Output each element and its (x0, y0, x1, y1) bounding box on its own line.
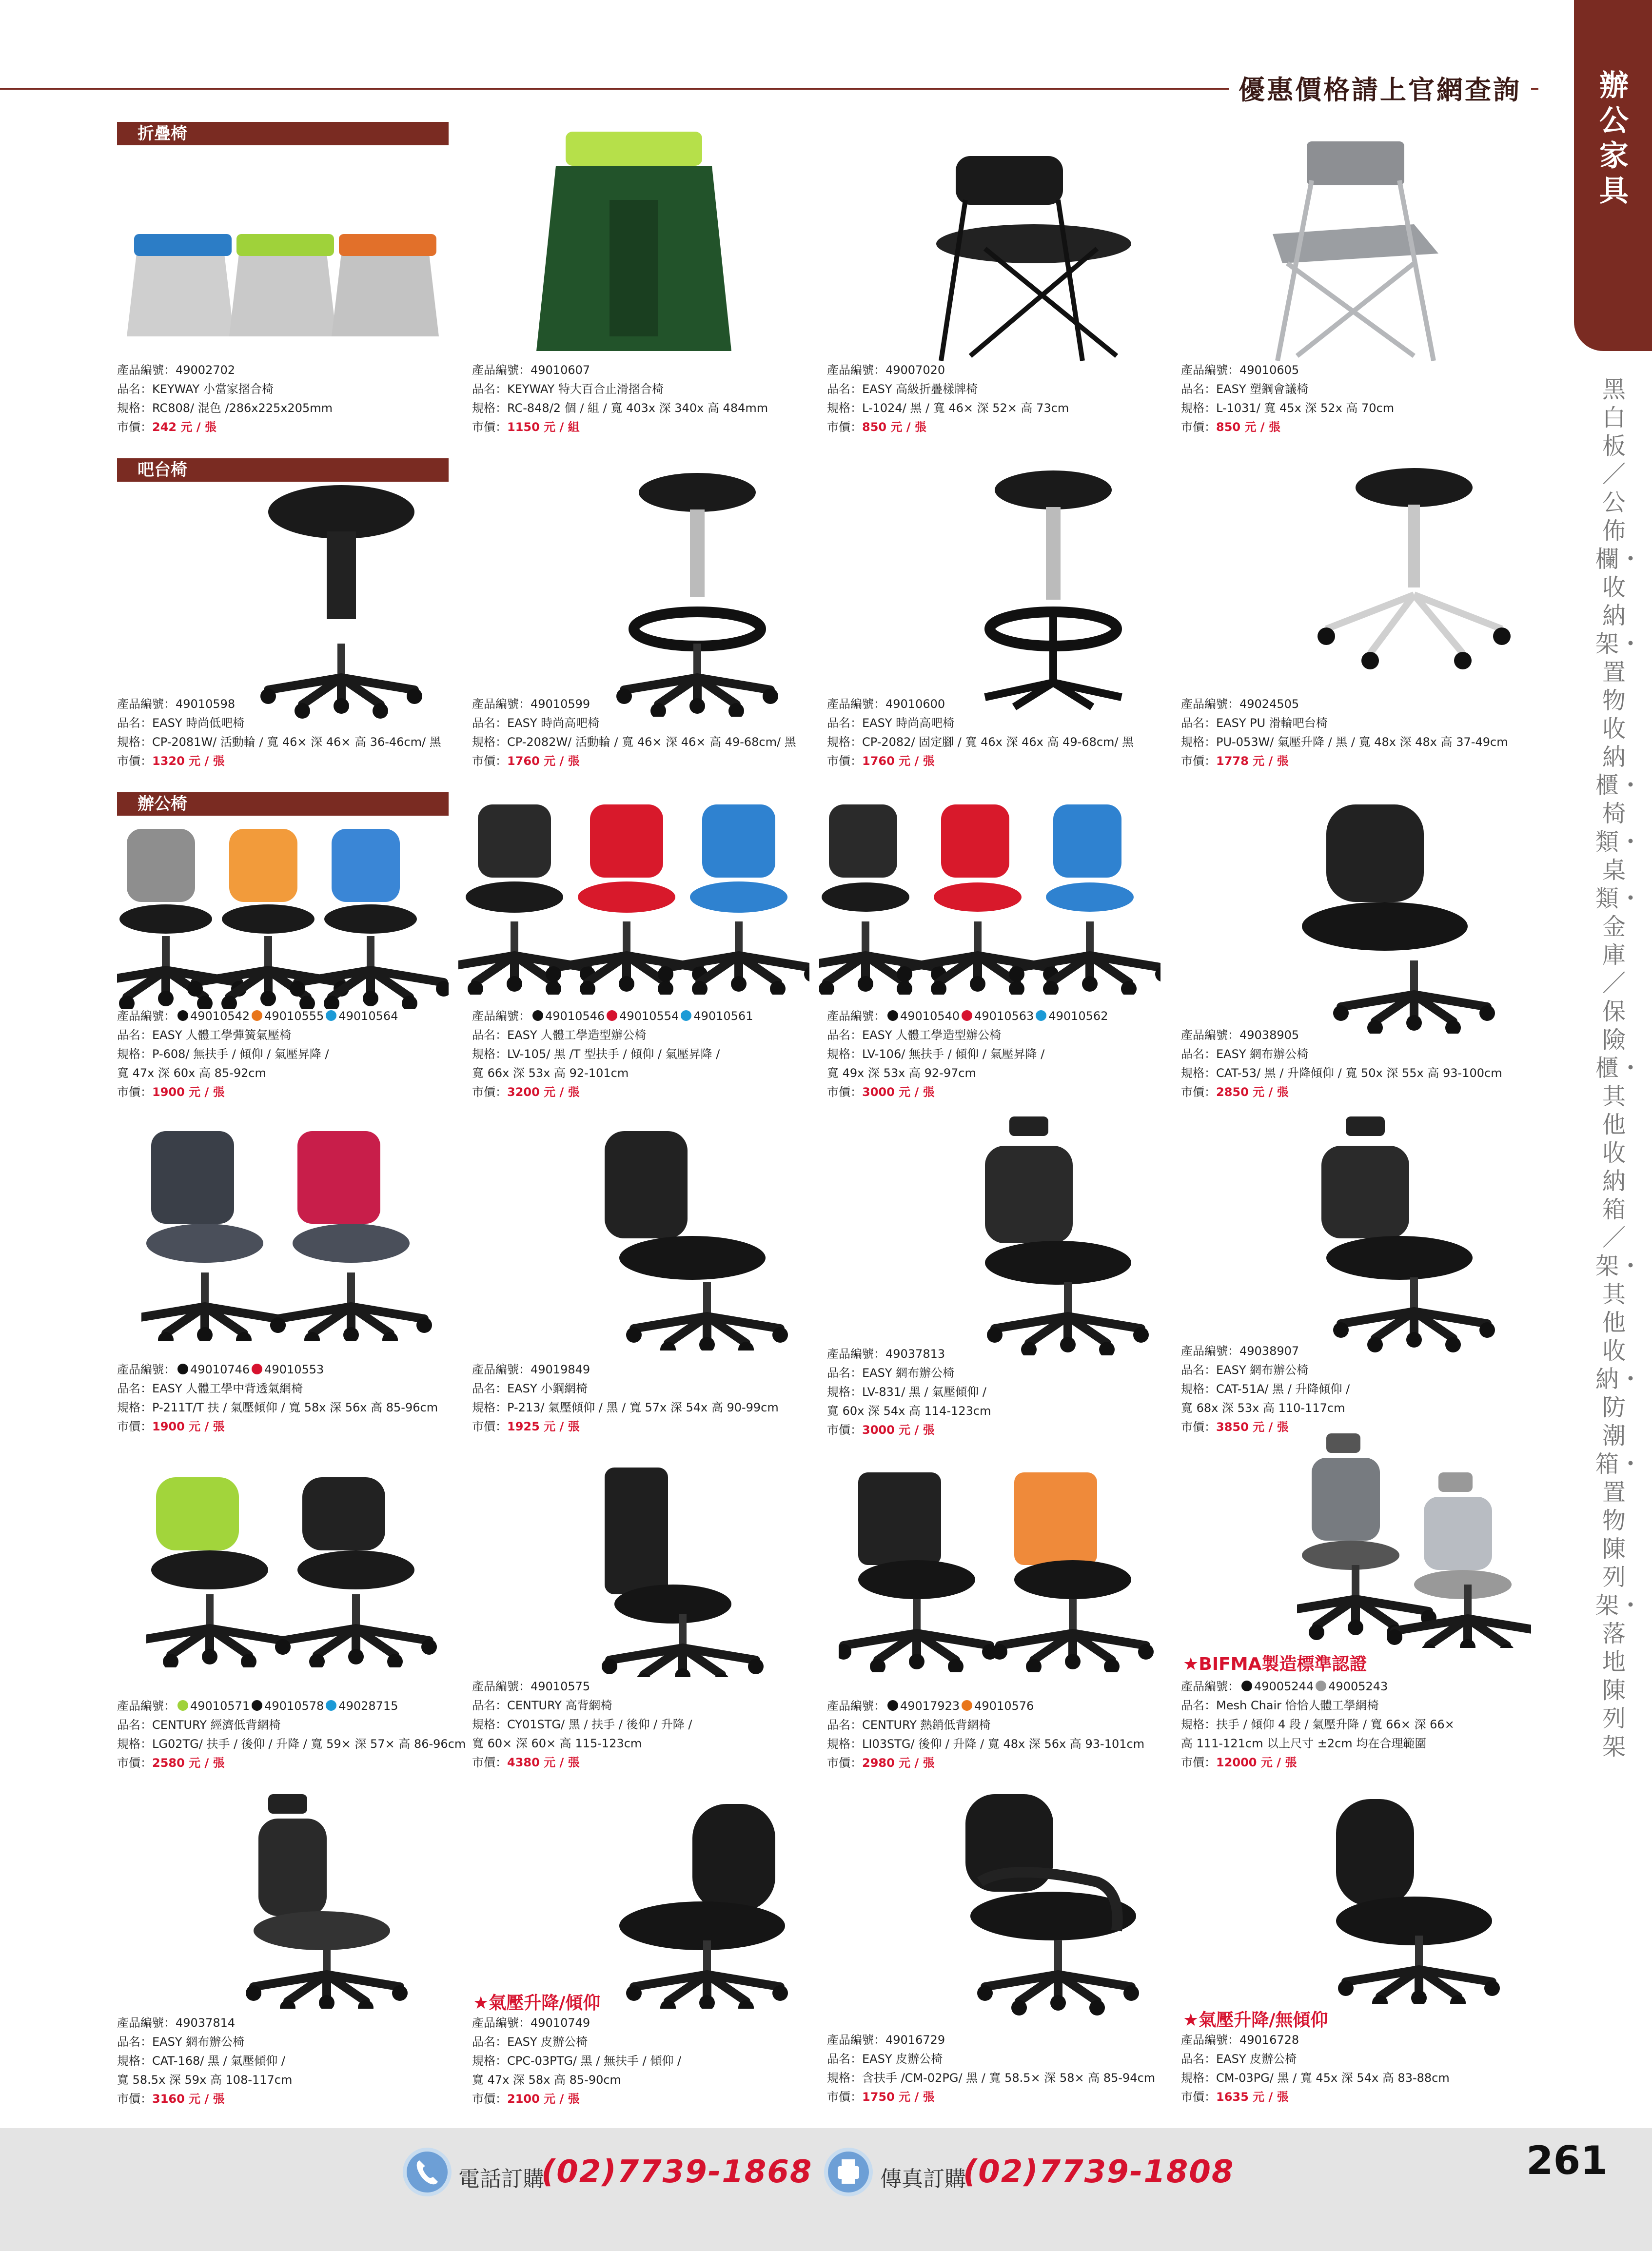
price: 1635 元 / 張 (1216, 2090, 1289, 2104)
product-info-16: 產品編號：49038907 品名：EASY 網布辦公椅 規格：CAT-51A/ 黑 / 升降傾仰 / 寬 68x 深 53x 高 110-117cm 市價：3850 元 / 張 (1181, 1344, 1350, 1434)
price: 3850 元 / 張 (1216, 1420, 1289, 1434)
product-info-17: 產品編號： 49010571 49010578 49028715 品名：CENTURY 經濟低背網椅 規格：LG02TG/ 扶手 / 後仰 / 升降 / 寬 59× 深 57× 高 86-96cm 市價：2580 元 / 張 (117, 1699, 466, 1770)
category-tab-title: 辦公家具 (1599, 69, 1629, 208)
century-low-back-chair-pair-image (839, 1468, 1170, 1672)
ergonomic-chair-trio-image (458, 800, 809, 995)
price: 1925 元 / 張 (507, 1420, 580, 1433)
gas-lift-no-tilt-note: ★氣壓升降/無傾仰 (1183, 2010, 1328, 2030)
product-info-10: 產品編號： 49010546 49010554 49010561 品名：EASY 人體工學造型辦公椅 規格：LV-105/ 黑 /T 型扶手 / 傾仰 / 氣壓昇降 / 寬 66x 深 53x 高 92-101cm 市價：3200 元 / 張 (472, 1009, 753, 1099)
product-info-19: 產品編號： 49017923 49010576 品名：CENTURY 熱銷低背網椅 規格：LI03STG/ 後仰 / 升降 / 寬 48x 深 56x 高 93-101cm 市價：2980 元 / 張 (827, 1699, 1145, 1770)
fax-order-label: 傳真訂購 (880, 2167, 966, 2192)
product-info-9: 產品編號： 49010542 49010555 49010564 品名：EASY 人體工學彈簧氣壓椅 規格：P-608/ 無扶手 / 傾仰 / 氣壓昇降 / 寬 47x 深 60x 高 85-92cm 市價：1900 元 / 張 (117, 1009, 398, 1099)
section-folding: 折疊椅 (117, 122, 449, 145)
price: 2980 元 / 張 (862, 1756, 935, 1770)
product-info-8: 產品編號：49024505 品名：EASY PU 滑輪吧台椅 規格：PU-053W/ 氣壓升降 / 黑 / 寬 48x 深 48x 高 37-49cm 市價：1778 元 / 張 (1181, 697, 1508, 768)
leather-armless-chair-image (1317, 1799, 1521, 2004)
product-info-2: 產品編號：49010607 品名：KEYWAY 特大百合止滑摺合椅 規格：RC-848/2 個 / 組 / 寬 403x 深 340x 高 484mm 市價：1150 元 / 組 (472, 363, 768, 434)
product-info-1: 產品編號：49002702 品名：KEYWAY 小當家摺合椅 規格：RC808/ 混色 /286x225x205mm 市價：242 元 / 張 (117, 363, 333, 434)
price: 1778 元 / 張 (1216, 754, 1289, 768)
high-back-mesh-chair-image (1307, 1116, 1521, 1355)
armless-chair-trio-image (819, 800, 1160, 995)
price: 1900 元 / 張 (152, 1085, 225, 1099)
product-info-6: 產品編號：49010599 品名：EASY 時尚高吧椅 規格：CP-2082W/ 活動輪 / 寬 46× 深 46× 高 49-68cm/ 黑 市價：1760 元 / 張 (472, 697, 796, 768)
product-info-15: 產品編號：49037813 品名：EASY 網布辦公椅 規格：LV-831/ 黑 / 氣壓傾仰 / 寬 60x 深 54x 高 114-123cm 市價：3000 元 / 張 (827, 1347, 991, 1437)
fax-number[interactable]: (02)7739-1808 (963, 2154, 1235, 2190)
folding-stool-image (488, 122, 780, 356)
phone-number[interactable]: (02)7739-1868 (541, 2154, 813, 2190)
mid-back-mesh-chair-pair-image (141, 1126, 444, 1341)
mesh-office-chair-image (1282, 800, 1555, 1034)
price: 850 元 / 張 (862, 420, 926, 434)
price: 242 元 / 張 (152, 420, 216, 434)
price: 850 元 / 張 (1216, 420, 1280, 434)
price: 12000 元 / 張 (1216, 1756, 1297, 1769)
price: 1900 元 / 張 (152, 1420, 225, 1433)
product-info-4: 產品編號：49010605 品名：EASY 塑鋼會議椅 規格：L-1031/ 寬 45x 深 52x 高 70cm 市價：850 元 / 張 (1181, 363, 1395, 434)
price: 4380 元 / 張 (507, 1756, 580, 1769)
product-info-14: 產品編號：49019849 品名：EASY 小鋼網椅 規格：P-213/ 氣壓傾仰 / 黑 / 寬 57x 深 54x 高 90-99cm 市價：1925 元 / 張 (472, 1363, 779, 1433)
price: 1750 元 / 張 (862, 2090, 935, 2104)
price: 3000 元 / 張 (862, 1085, 935, 1099)
price: 2850 元 / 張 (1216, 1085, 1289, 1099)
product-info-24: 產品編號：49016728 品名：EASY 皮辦公椅 規格：CM-03PG/ 黑 / 寬 45x 深 54x 高 83-88cm 市價：1635 元 / 張 (1181, 2033, 1450, 2104)
price: 1760 元 / 張 (507, 754, 580, 768)
leather-armchair-image (951, 1794, 1175, 2018)
price-slogan: 優惠價格請上官網查詢 (1229, 69, 1531, 107)
product-info-23: 產品編號：49016729 品名：EASY 皮辦公椅 規格：含扶手 /CM-02PG/ 黑 / 寬 58.5× 深 58× 高 85-94cm 市價：1750 元 / 張 (827, 2033, 1156, 2104)
product-info-13: 產品編號： 49010746 49010553 品名：EASY 人體工學中背透氣網椅 規格：P-211T/T 扶 / 氣壓傾仰 / 寬 58x 深 56x 高 85-96cm 市價：1900 元 / 張 (117, 1363, 438, 1433)
section-office: 辦公椅 (117, 792, 449, 816)
headrest-mesh-chair-image (970, 1116, 1175, 1355)
product-info-20: 產品編號： 49005244 49005243 品名：Mesh Chair 恰恰人體工學網椅 規格：扶手 / 傾仰 4 段 / 氣壓升降 / 寬 66× 深 66× 高 111-121cm 以上尺寸 ±2cm 均在合理範圍 市價：12000 元 / 張 (1181, 1680, 1455, 1769)
phone-icon (403, 2148, 452, 2196)
steel-mesh-chair-image (585, 1126, 819, 1351)
stool-trio-image (117, 166, 458, 356)
category-list: 黑白板／公佈欄・收納架・置物收納櫃・椅類・桌類・金庫／保險櫃・其他收納箱／架・其他收納・防潮箱・置物陳列架・落地陳列架 (1595, 376, 1643, 1761)
price: 2580 元 / 張 (152, 1756, 225, 1770)
price: 1760 元 / 張 (862, 754, 935, 768)
fax-icon (824, 2148, 873, 2196)
page-number: 261 (1526, 2138, 1608, 2183)
high-bar-stool-wheels-image (600, 473, 795, 717)
mesh-chair-pair-image (1297, 1433, 1531, 1648)
plastic-folding-chair-image (1253, 137, 1458, 366)
product-info-7: 產品編號：49010600 品名：EASY 時尚高吧椅 規格：CP-2082/ 固定腳 / 寬 46x 深 46x 高 49-68cm/ 黑 市價：1760 元 / 張 (827, 697, 1134, 768)
section-bar: 吧台椅 (117, 458, 449, 482)
price: 3160 元 / 張 (152, 2092, 225, 2106)
low-bar-stool-image (234, 483, 449, 722)
product-info-5: 產品編號：49010598 品名：EASY 時尚低吧椅 規格：CP-2081W/ 活動輪 / 寬 46× 深 46× 高 36-46cm/ 黑 市價：1320 元 / 張 (117, 697, 441, 768)
product-info-12: 產品編號：49038905 品名：EASY 網布辦公椅 規格：CAT-53/ 黑 / 升降傾仰 / 寬 50x 深 55x 高 93-100cm 市價：2850 元 / 張 (1181, 1028, 1502, 1099)
price: 3200 元 / 張 (507, 1085, 580, 1099)
bifma-note: ★BIFMA製造標準認證 (1183, 1654, 1367, 1674)
pu-bar-stool-image (1317, 468, 1512, 683)
mesh-chair-trio-image (117, 824, 449, 1009)
product-info-11: 產品編號： 49010540 49010563 49010562 品名：EASY 人體工學造型辦公椅 規格：LV-106/ 無扶手 / 傾仰 / 氣壓昇降 / 寬 49x 深 53x 高 92-97cm 市價：3000 元 / 張 (827, 1009, 1108, 1099)
price: 1150 元 / 組 (507, 420, 580, 434)
low-back-mesh-chair-pair-image (146, 1472, 449, 1667)
high-bar-stool-fixed-image (956, 468, 1151, 712)
product-info-3: 產品編號：49007020 品名：EASY 高級折疊樣牌椅 規格：L-1024/ 黑 / 寬 46× 深 52× 高 73cm 市價：850 元 / 張 (827, 363, 1069, 434)
gas-lift-note: ★氣壓升降/傾仰 (473, 1993, 601, 2013)
footer-bar (0, 2128, 1652, 2251)
product-info-18: 產品編號：49010575 品名：CENTURY 高背網椅 規格：CY01STG/ 黑 / 扶手 / 後仰 / 升降 / 寬 60× 深 60× 高 115-123cm 市價：4380 元 / 張 (472, 1680, 692, 1769)
price: 1320 元 / 張 (152, 754, 225, 768)
folding-chair-image (912, 141, 1156, 366)
phone-order-label: 電話訂購 (458, 2167, 544, 2192)
century-high-back-chair-image (585, 1468, 780, 1677)
product-info-22: 產品編號：49010749 品名：EASY 皮辦公椅 規格：CPC-03PTG/ 黑 / 無扶手 / 傾仰 / 寬 47x 深 58x 高 85-90cm 市價：2100 元 / 張 (472, 2016, 682, 2106)
leather-chair-image (605, 1804, 809, 2009)
cat-168-mesh-chair-image (229, 1794, 434, 2009)
price: 3000 元 / 張 (862, 1423, 935, 1437)
product-info-21: 產品編號：49037814 品名：EASY 網布辦公椅 規格：CAT-168/ 黑 / 氣壓傾仰 / 寬 58.5x 深 59x 高 108-117cm 市價：3160 元 / 張 (117, 2016, 293, 2106)
price: 2100 元 / 張 (507, 2092, 580, 2106)
